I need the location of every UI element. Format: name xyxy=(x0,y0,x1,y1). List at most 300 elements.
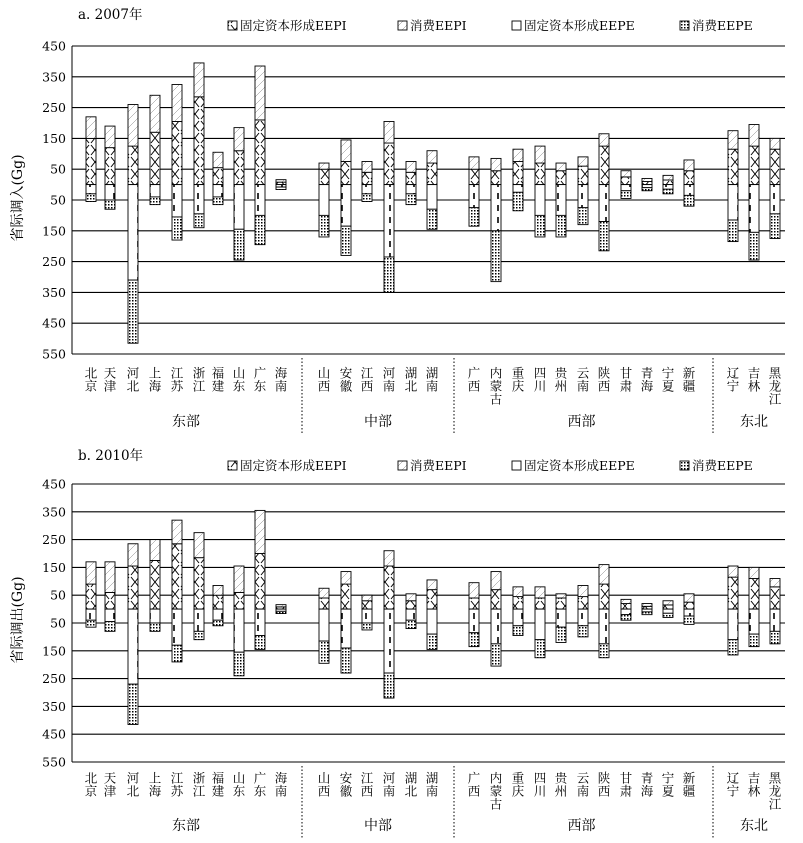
province-label: 山东 xyxy=(232,365,246,394)
province-label: 山西 xyxy=(317,770,331,799)
bar-固定资本形成EEPI xyxy=(469,598,479,609)
bar-消费EEPE xyxy=(728,640,738,655)
bar-固定资本形成EEPI xyxy=(770,587,780,609)
bar-固定资本形成EEPE xyxy=(513,185,523,193)
bar-固定资本形成EEPI xyxy=(255,120,265,185)
y-axis-label-2007: 省际调入(Gg) xyxy=(10,154,26,242)
bar-消费EEPI xyxy=(341,572,351,585)
bar-固定资本形成EEPE xyxy=(491,185,501,231)
bar-消费EEPE xyxy=(105,200,115,209)
bar-消费EEPE xyxy=(684,616,694,624)
province-label: 云南 xyxy=(576,770,590,799)
bar-固定资本形成EEPI xyxy=(319,169,329,184)
bar-固定资本形成EEPE xyxy=(172,185,182,217)
bar-消费EEPI xyxy=(684,160,694,171)
province-label: 海南 xyxy=(274,365,288,394)
bar-消费EEPE xyxy=(384,257,394,292)
province-label: 吉林 xyxy=(747,770,761,799)
bar-固定资本形成EEPE xyxy=(556,609,566,627)
province-label: 海南 xyxy=(274,770,288,799)
province-label: 湖北 xyxy=(404,365,418,394)
province-label: 吉林 xyxy=(747,365,761,394)
bar-消费EEPE xyxy=(663,613,673,617)
bar-固定资本形成EEPE xyxy=(728,609,738,640)
bar-固定资本形成EEPI xyxy=(234,592,244,609)
panel-title-2007: a. 2007年 xyxy=(78,7,143,23)
bar-固定资本形成EEPI xyxy=(86,584,96,609)
bar-消费EEPE xyxy=(469,633,479,647)
province-label: 新疆 xyxy=(682,770,696,799)
bar-消费EEPE xyxy=(341,226,351,255)
bar-消费EEPI xyxy=(384,551,394,566)
bar-固定资本形成EEPI xyxy=(86,138,96,184)
bar-消费EEPE xyxy=(150,197,160,205)
bar-消费EEPE xyxy=(194,631,204,639)
bar-消费EEPE xyxy=(255,636,265,650)
bar-固定资本形成EEPI xyxy=(599,584,609,609)
bar-固定资本形成EEPE xyxy=(86,609,96,620)
bar-固定资本形成EEPI xyxy=(621,177,631,185)
bar-消费EEPI xyxy=(535,146,545,163)
bar-固定资本形成EEPE xyxy=(427,609,437,634)
y-tick-label: 350 xyxy=(42,284,66,300)
bar-消费EEPI xyxy=(770,138,780,149)
province-label: 河北 xyxy=(126,770,140,799)
bar-消费EEPE xyxy=(128,684,138,724)
bar-固定资本形成EEPI xyxy=(684,171,694,185)
province-label: 山东 xyxy=(232,770,246,799)
bar-消费EEPE xyxy=(341,648,351,673)
bar-固定资本形成EEPE xyxy=(384,185,394,257)
bar-消费EEPE xyxy=(427,634,437,649)
y-tick-label: 550 xyxy=(42,754,66,770)
bar-固定资本形成EEPI xyxy=(172,121,182,184)
bar-消费EEPE xyxy=(172,217,182,240)
bar-固定资本形成EEPI xyxy=(642,182,652,185)
bar-消费EEPI xyxy=(469,157,479,169)
province-label: 陕西 xyxy=(597,365,611,394)
region-label: 中部 xyxy=(364,818,392,834)
bar-固定资本形成EEPI xyxy=(427,163,437,185)
province-label: 上海 xyxy=(148,770,162,799)
bar-固定资本形成EEPE xyxy=(213,185,223,197)
bar-固定资本形成EEPI xyxy=(150,132,160,184)
province-label: 河北 xyxy=(126,365,140,394)
bar-消费EEPI xyxy=(128,105,138,147)
legend-swatch xyxy=(398,21,407,30)
bar-消费EEPI xyxy=(384,121,394,143)
bar-消费EEPE xyxy=(234,229,244,260)
bar-消费EEPI xyxy=(255,510,265,553)
bar-固定资本形成EEPE xyxy=(255,185,265,216)
bar-消费EEPE xyxy=(362,194,372,202)
bar-消费EEPE xyxy=(535,640,545,658)
province-label: 安徽 xyxy=(339,365,353,394)
bar-固定资本形成EEPI xyxy=(150,560,160,609)
bar-消费EEPE xyxy=(749,232,759,260)
bar-固定资本形成EEPE xyxy=(319,609,329,641)
bar-固定资本形成EEPE xyxy=(172,609,182,645)
bar-固定资本形成EEPI xyxy=(535,163,545,185)
bar-消费EEPE xyxy=(255,215,265,244)
province-label: 河南 xyxy=(382,365,396,394)
bar-固定资本形成EEPI xyxy=(234,151,244,185)
bar-固定资本形成EEPI xyxy=(172,544,182,609)
province-label: 贵州 xyxy=(554,770,568,799)
bar-固定资本形成EEPE xyxy=(684,609,694,616)
bar-消费EEPE xyxy=(599,644,609,658)
bar-消费EEPE xyxy=(728,220,738,242)
bar-消费EEPI xyxy=(728,131,738,149)
bar-固定资本形成EEPE xyxy=(150,185,160,197)
bar-消费EEPI xyxy=(663,175,673,180)
bar-固定资本形成EEPE xyxy=(770,609,780,631)
legend-label: 固定资本形成EEPI xyxy=(240,458,347,473)
y-tick-label: 350 xyxy=(42,504,66,520)
legend-swatch xyxy=(680,461,689,470)
bar-固定资本形成EEPI xyxy=(128,566,138,609)
bar-固定资本形成EEPE xyxy=(213,609,223,620)
bar-固定资本形成EEPI xyxy=(749,579,759,610)
bar-固定资本形成EEPI xyxy=(728,149,738,184)
bar-消费EEPE xyxy=(770,631,780,644)
bar-固定资本形成EEPE xyxy=(663,185,673,190)
y-tick-label: 50 xyxy=(50,587,66,603)
legend-swatch xyxy=(228,461,237,470)
bar-消费EEPE xyxy=(770,214,780,239)
legend-label: 固定资本形成EEPE xyxy=(524,18,635,33)
bar-消费EEPI xyxy=(684,594,694,602)
bar-固定资本形成EEPE xyxy=(194,185,204,214)
bar-固定资本形成EEPE xyxy=(749,609,759,634)
bar-消费EEPI xyxy=(172,520,182,544)
bar-消费EEPI xyxy=(469,583,479,598)
bar-消费EEPI xyxy=(255,66,265,120)
y-tick-label: 250 xyxy=(42,671,66,687)
bar-消费EEPI xyxy=(150,95,160,132)
bar-固定资本形成EEPE xyxy=(728,185,738,220)
bar-消费EEPI xyxy=(234,566,244,592)
y-tick-label: 450 xyxy=(42,726,66,742)
bar-固定资本形成EEPI xyxy=(384,143,394,185)
y-tick-label: 250 xyxy=(42,532,66,548)
bar-消费EEPE xyxy=(578,208,588,225)
bar-消费EEPE xyxy=(469,208,479,226)
bar-消费EEPI xyxy=(319,588,329,598)
bar-消费EEPE xyxy=(194,214,204,228)
province-label: 四川 xyxy=(533,770,547,799)
bar-消费EEPI xyxy=(513,587,523,597)
bar-消费EEPI xyxy=(319,163,329,169)
y-tick-label: 550 xyxy=(42,346,66,362)
province-label: 湖南 xyxy=(425,365,439,394)
bar-消费EEPE xyxy=(513,626,523,636)
legend-label: 消费EEPE xyxy=(692,458,753,473)
province-label: 浙江 xyxy=(192,365,206,394)
bar-消费EEPI xyxy=(105,562,115,593)
bar-消费EEPI xyxy=(128,544,138,566)
y-tick-label: 50 xyxy=(50,161,66,177)
legend-swatch xyxy=(512,21,521,30)
province-label: 湖北 xyxy=(404,770,418,799)
province-label: 浙江 xyxy=(192,770,206,799)
y-tick-label: 50 xyxy=(50,615,66,631)
bar-固定资本形成EEPE xyxy=(469,609,479,633)
bar-消费EEPE xyxy=(556,215,566,237)
region-label: 中部 xyxy=(364,414,392,430)
bar-固定资本形成EEPI xyxy=(213,595,223,609)
bar-固定资本形成EEPI xyxy=(384,566,394,609)
province-label: 广东 xyxy=(253,365,267,394)
province-label: 福建 xyxy=(211,365,225,394)
bar-固定资本形成EEPI xyxy=(105,592,115,609)
province-label: 重庆 xyxy=(511,770,525,799)
bar-消费EEPE xyxy=(128,280,138,343)
y-tick-label: 50 xyxy=(50,192,66,208)
bar-消费EEPI xyxy=(427,580,437,590)
bar-消费EEPI xyxy=(642,604,652,607)
bar-固定资本形成EEPI xyxy=(469,169,479,184)
province-label: 上海 xyxy=(148,365,162,394)
bar-消费EEPE xyxy=(578,626,588,637)
bar-消费EEPE xyxy=(749,634,759,647)
bar-消费EEPI xyxy=(728,566,738,577)
chart-panel-2007 xyxy=(42,18,785,435)
bar-固定资本形成EEPE xyxy=(341,609,351,648)
bar-消费EEPE xyxy=(427,209,437,229)
bar-消费EEPI xyxy=(234,128,244,151)
bar-固定资本形成EEPI xyxy=(578,597,588,610)
bar-固定资本形成EEPE xyxy=(578,609,588,626)
y-tick-label: 150 xyxy=(42,130,66,146)
bar-消费EEPI xyxy=(556,594,566,598)
legend-label: 消费EEPI xyxy=(410,18,467,33)
province-label: 甘肃 xyxy=(619,365,633,394)
bar-固定资本形成EEPI xyxy=(319,598,329,609)
province-label: 黑龙江 xyxy=(768,770,782,812)
bar-消费EEPI xyxy=(194,63,204,97)
province-label: 天津 xyxy=(103,770,117,799)
bar-固定资本形成EEPI xyxy=(491,590,501,609)
y-tick-label: 150 xyxy=(42,643,66,659)
bar-固定资本形成EEPE xyxy=(194,609,204,631)
bar-消费EEPI xyxy=(663,601,673,605)
bar-消费EEPI xyxy=(213,152,223,167)
province-label: 安徽 xyxy=(339,770,353,799)
bar-消费EEPI xyxy=(150,540,160,561)
bar-固定资本形成EEPI xyxy=(255,554,265,610)
bar-固定资本形成EEPI xyxy=(599,146,609,185)
y-tick-label: 150 xyxy=(42,559,66,575)
bar-消费EEPE xyxy=(535,215,545,237)
bar-固定资本形成EEPI xyxy=(362,172,372,184)
bar-消费EEPI xyxy=(276,605,286,607)
region-label: 东北 xyxy=(740,818,768,834)
bar-消费EEPE xyxy=(663,189,673,194)
bar-固定资本形成EEPE xyxy=(105,609,115,622)
region-label: 东部 xyxy=(172,414,200,430)
bar-固定资本形成EEPE xyxy=(105,185,115,200)
bar-固定资本形成EEPI xyxy=(213,168,223,185)
bar-固定资本形成EEPI xyxy=(535,598,545,609)
bar-固定资本形成EEPE xyxy=(150,609,160,623)
bar-消费EEPI xyxy=(406,594,416,601)
bar-固定资本形成EEPE xyxy=(599,185,609,222)
bar-消费EEPI xyxy=(86,117,96,139)
bar-固定资本形成EEPE xyxy=(599,609,609,644)
bar-固定资本形成EEPI xyxy=(341,162,351,185)
province-label: 湖南 xyxy=(425,770,439,799)
y-tick-label: 250 xyxy=(42,100,66,116)
bar-固定资本形成EEPE xyxy=(128,609,138,684)
region-label: 西部 xyxy=(567,818,596,834)
province-label: 青海 xyxy=(640,365,654,394)
bar-消费EEPE xyxy=(276,611,286,613)
bar-消费EEPI xyxy=(621,599,631,603)
region-label: 东北 xyxy=(740,414,768,430)
bar-固定资本形成EEPE xyxy=(556,185,566,216)
province-label: 云南 xyxy=(576,365,590,394)
province-label: 陕西 xyxy=(597,770,611,799)
bar-固定资本形成EEPE xyxy=(513,609,523,626)
bar-消费EEPE xyxy=(172,645,182,662)
bar-固定资本形成EEPE xyxy=(578,185,588,208)
panel-title-2010: b. 2010年 xyxy=(78,448,144,464)
bar-固定资本形成EEPI xyxy=(194,558,204,609)
bar-消费EEPI xyxy=(172,85,182,122)
bar-固定资本形成EEPE xyxy=(406,185,416,194)
bar-固定资本形成EEPI xyxy=(105,148,115,185)
bar-消费EEPE xyxy=(642,188,652,191)
bar-固定资本形成EEPE xyxy=(362,609,372,623)
bar-消费EEPE xyxy=(384,673,394,698)
bar-固定资本形成EEPE xyxy=(406,609,416,620)
bar-固定资本形成EEPI xyxy=(749,146,759,185)
bar-消费EEPI xyxy=(86,562,96,584)
bar-固定资本形成EEPE xyxy=(491,609,501,644)
bar-固定资本形成EEPE xyxy=(319,185,329,216)
y-tick-label: 450 xyxy=(42,38,66,54)
legend-swatch xyxy=(398,461,407,470)
bar-消费EEPI xyxy=(105,126,115,148)
province-label: 四川 xyxy=(533,365,547,394)
bar-固定资本形成EEPI xyxy=(406,172,416,184)
bar-消费EEPI xyxy=(491,158,501,170)
province-label: 天津 xyxy=(103,365,117,394)
bar-消费EEPE xyxy=(621,191,631,199)
y-tick-label: 450 xyxy=(42,315,66,331)
bar-固定资本形成EEPI xyxy=(406,601,416,609)
bar-消费EEPI xyxy=(578,157,588,166)
province-label: 内蒙古 xyxy=(489,365,503,407)
legend-swatch xyxy=(228,21,237,30)
bar-固定资本形成EEPI xyxy=(556,598,566,609)
bar-消费EEPE xyxy=(150,623,160,631)
bar-消费EEPE xyxy=(319,215,329,237)
bar-固定资本形成EEPE xyxy=(86,185,96,194)
bar-固定资本形成EEPI xyxy=(491,171,501,185)
province-label: 新疆 xyxy=(682,365,696,394)
province-label: 青海 xyxy=(640,770,654,799)
province-label: 北京 xyxy=(84,365,98,394)
province-label: 江苏 xyxy=(170,365,184,394)
bar-消费EEPE xyxy=(491,231,501,282)
bar-消费EEPI xyxy=(513,149,523,161)
legend-label: 固定资本形成EEPE xyxy=(524,458,635,473)
bar-固定资本形成EEPI xyxy=(194,97,204,185)
bar-固定资本形成EEPI xyxy=(556,171,566,185)
region-label: 东部 xyxy=(172,818,200,834)
bar-固定资本形成EEPI xyxy=(362,601,372,609)
bar-消费EEPE xyxy=(234,652,244,676)
bar-消费EEPI xyxy=(213,585,223,595)
bar-消费EEPE xyxy=(105,622,115,632)
province-label: 贵州 xyxy=(554,365,568,394)
bar-消费EEPE xyxy=(684,195,694,206)
bar-消费EEPI xyxy=(770,579,780,587)
bar-固定资本形成EEPI xyxy=(427,590,437,609)
bar-固定资本形成EEPE xyxy=(255,609,265,635)
province-label: 福建 xyxy=(211,770,225,799)
y-tick-label: 150 xyxy=(42,223,66,239)
bar-消费EEPI xyxy=(599,565,609,584)
bar-消费EEPI xyxy=(535,587,545,598)
bar-消费EEPI xyxy=(362,162,372,173)
legend-label: 固定资本形成EEPI xyxy=(240,18,347,33)
bar-消费EEPE xyxy=(406,194,416,205)
bar-消费EEPE xyxy=(556,627,566,642)
bar-固定资本形成EEPI xyxy=(341,584,351,609)
bar-消费EEPE xyxy=(362,623,372,630)
province-label: 重庆 xyxy=(511,365,525,394)
bar-固定资本形成EEPE xyxy=(770,185,780,214)
bar-消费EEPI xyxy=(621,171,631,177)
legend-swatch xyxy=(512,461,521,470)
province-label: 北京 xyxy=(84,770,98,799)
bar-消费EEPI xyxy=(556,163,566,171)
bar-固定资本形成EEPI xyxy=(770,149,780,184)
bar-消费EEPI xyxy=(749,125,759,147)
bar-消费EEPE xyxy=(642,612,652,615)
legend-swatch xyxy=(680,21,689,30)
province-label: 辽宁 xyxy=(726,365,740,394)
bar-固定资本形成EEPE xyxy=(535,185,545,216)
bar-消费EEPI xyxy=(276,180,286,182)
bar-固定资本形成EEPI xyxy=(621,604,631,610)
bar-消费EEPE xyxy=(86,194,96,202)
bar-固定资本形成EEPI xyxy=(684,602,694,609)
bar-消费EEPI xyxy=(491,572,501,590)
province-label: 宁夏 xyxy=(661,770,675,799)
bar-固定资本形成EEPE xyxy=(234,185,244,230)
y-tick-label: 250 xyxy=(42,254,66,270)
bar-消费EEPI xyxy=(578,585,588,596)
legend-label: 消费EEPI xyxy=(410,458,467,473)
bar-消费EEPE xyxy=(213,197,223,205)
bar-固定资本形成EEPE xyxy=(749,185,759,233)
bar-消费EEPI xyxy=(599,134,609,146)
bar-固定资本形成EEPE xyxy=(341,185,351,227)
bar-消费EEPE xyxy=(599,222,609,251)
bar-固定资本形成EEPE xyxy=(362,185,372,194)
bar-消费EEPI xyxy=(406,162,416,173)
bar-固定资本形成EEPE xyxy=(128,185,138,280)
bar-消费EEPE xyxy=(319,641,329,663)
bar-消费EEPI xyxy=(427,151,437,163)
bar-固定资本形成EEPE xyxy=(621,185,631,191)
y-tick-label: 450 xyxy=(42,476,66,492)
province-label: 宁夏 xyxy=(661,365,675,394)
